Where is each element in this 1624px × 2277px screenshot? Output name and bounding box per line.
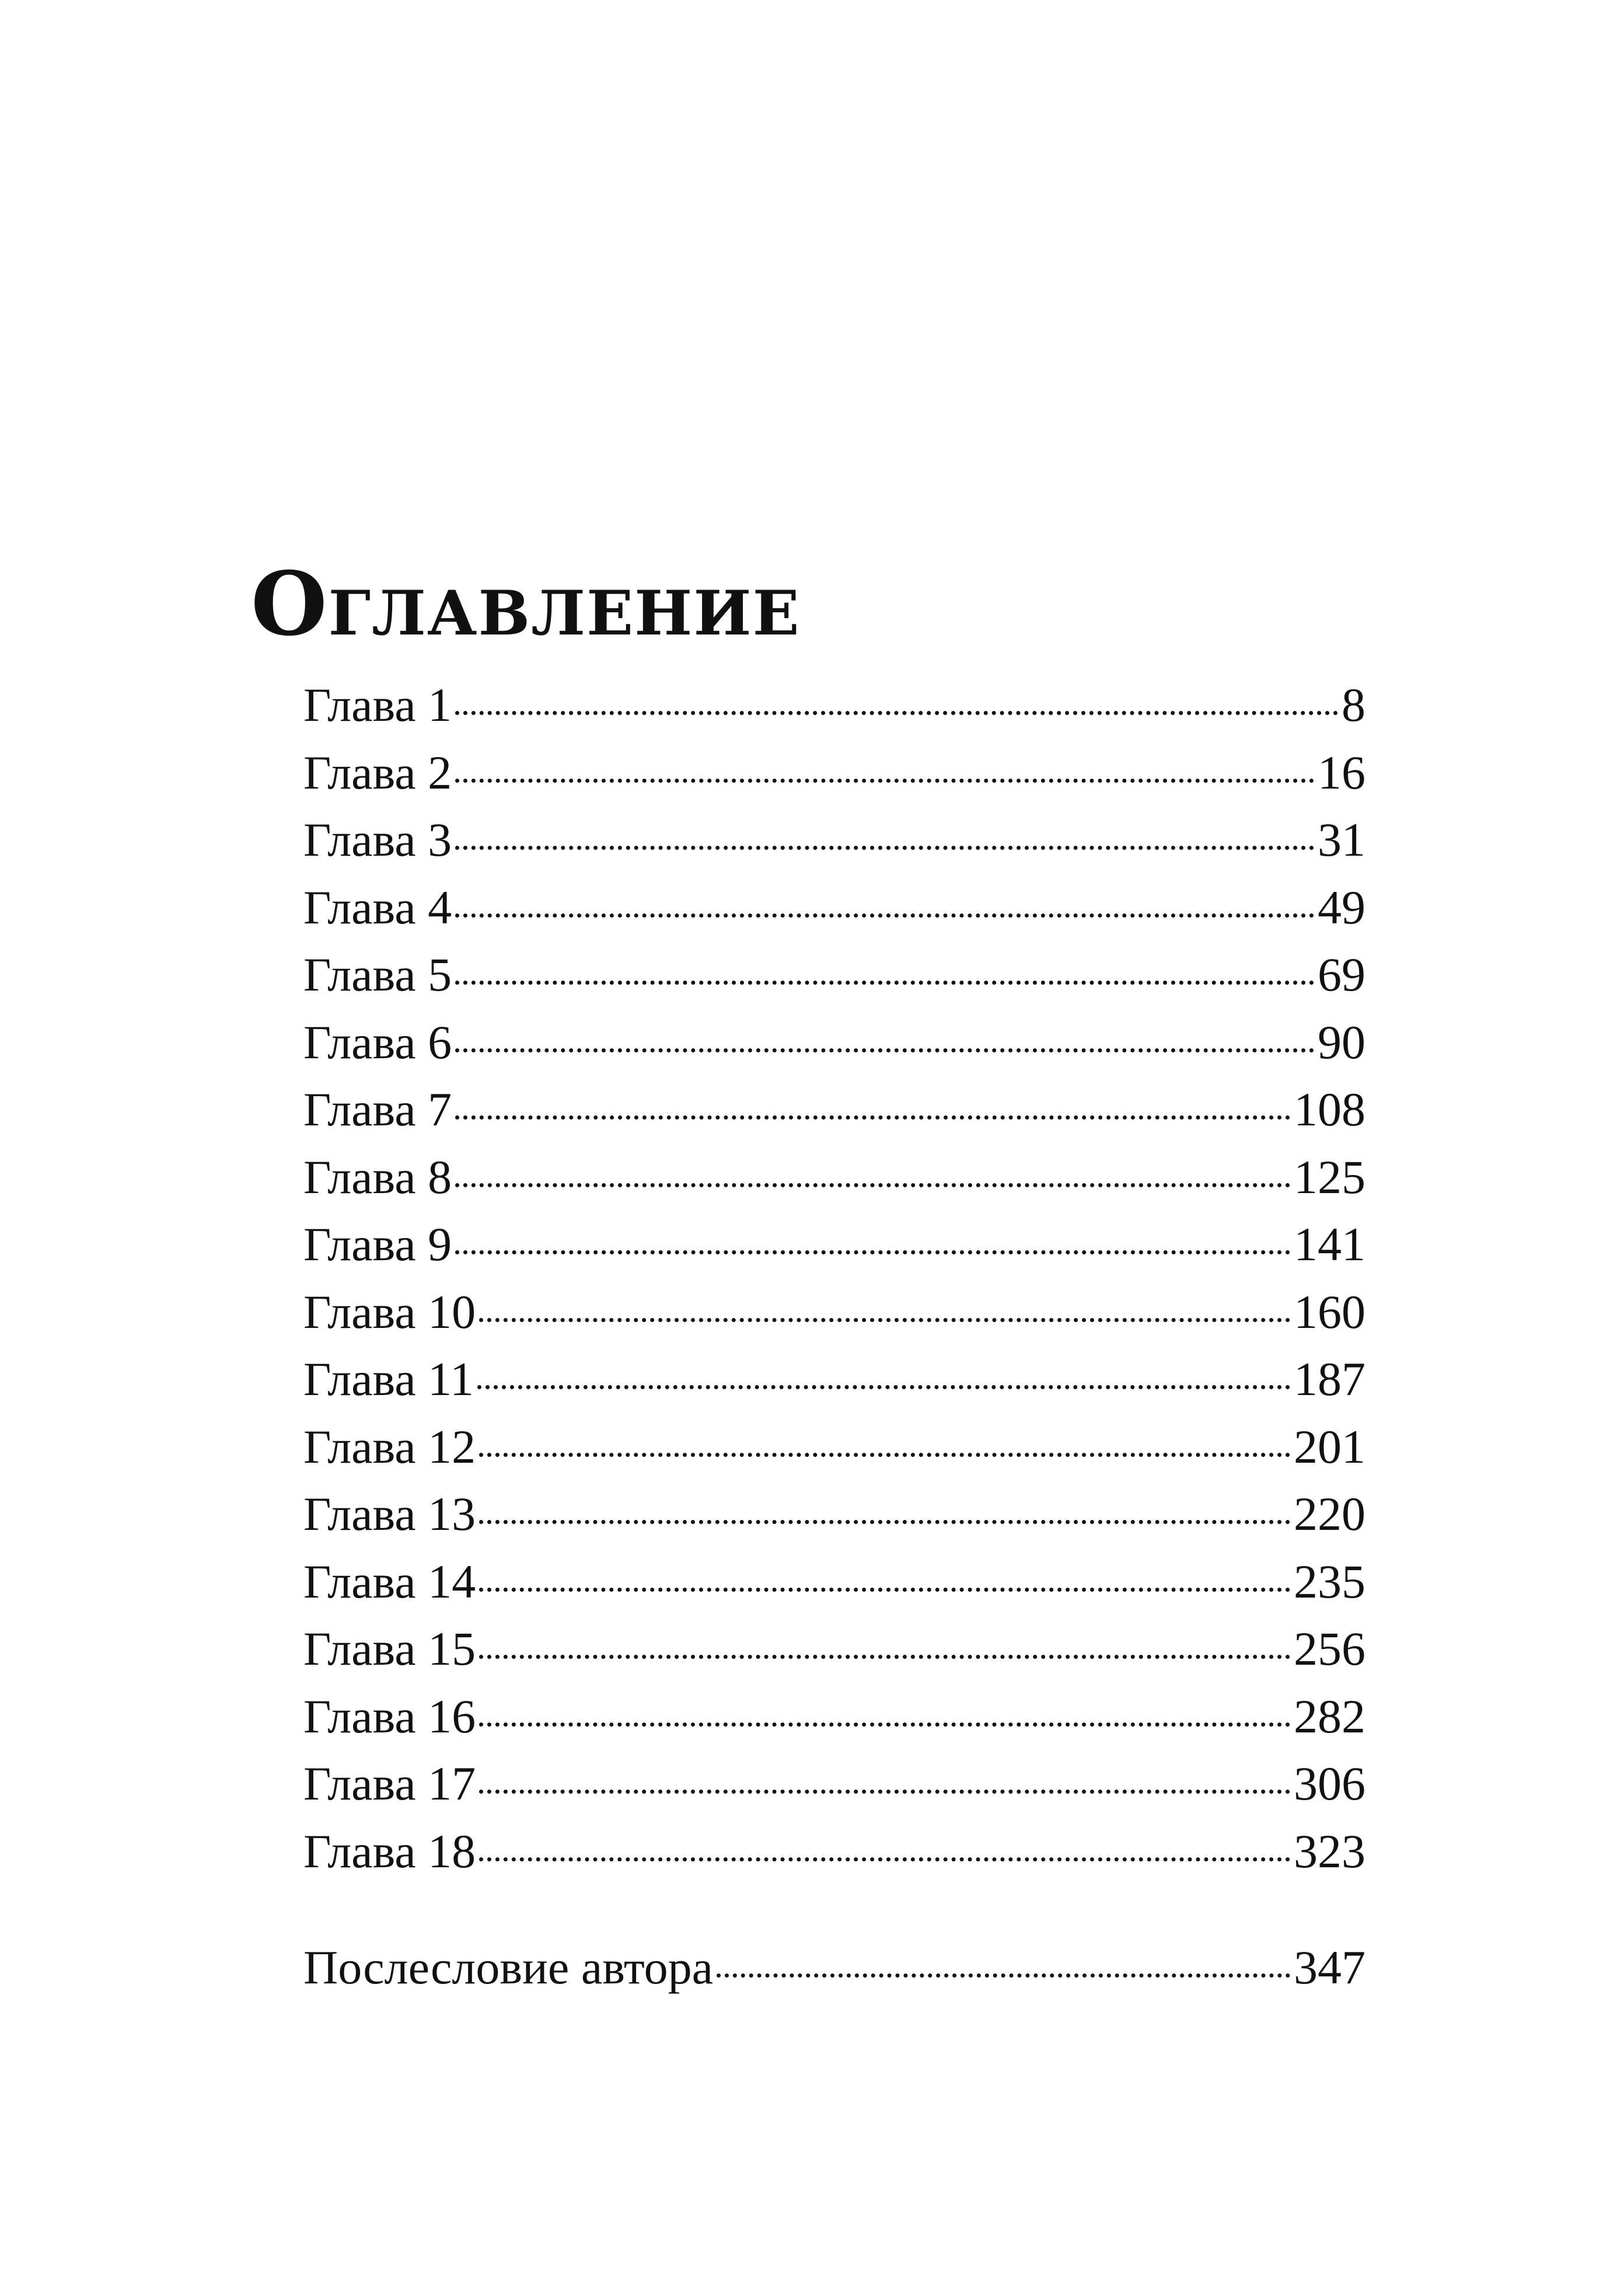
dot-leader — [455, 1115, 1290, 1120]
toc-entry[interactable] — [303, 1211, 1365, 1278]
chapter-title: Глава 11 — [303, 1352, 474, 1406]
toc-entry[interactable] — [303, 1480, 1365, 1548]
chapter-title: Глава 8 — [303, 1150, 452, 1204]
dot-leader — [455, 711, 1338, 715]
chapter-title: Глава 13 — [303, 1487, 476, 1540]
toc-entry[interactable] — [303, 1076, 1365, 1143]
toc-entry[interactable] — [303, 806, 1365, 874]
dot-leader — [479, 1655, 1290, 1659]
chapter-title: Глава 9 — [303, 1218, 452, 1271]
page-number: 347 — [1294, 1941, 1365, 1994]
toc-list — [303, 671, 1365, 2001]
chapter-title: Глава 18 — [303, 1824, 476, 1878]
toc-entry[interactable] — [303, 1615, 1365, 1683]
page-number: 125 — [1294, 1150, 1365, 1204]
chapter-title: Глава 2 — [303, 745, 452, 799]
page-number: 187 — [1294, 1352, 1365, 1406]
chapter-title: Глава 5 — [303, 948, 452, 1001]
page-number: 282 — [1294, 1689, 1365, 1743]
page-number: 31 — [1318, 813, 1365, 866]
toc-entry[interactable] — [303, 1548, 1365, 1616]
dot-leader — [477, 1385, 1290, 1389]
chapter-title: Глава 15 — [303, 1622, 476, 1675]
chapter-title: Глава 12 — [303, 1420, 476, 1473]
page-number: 108 — [1294, 1083, 1365, 1136]
dot-leader — [479, 1790, 1290, 1794]
dot-leader — [479, 1722, 1290, 1727]
toc-entry[interactable] — [303, 671, 1365, 739]
dot-leader — [479, 1857, 1290, 1861]
toc-heading: Оглавление — [251, 553, 801, 655]
page-number: 220 — [1294, 1487, 1365, 1540]
toc-entry[interactable] — [303, 874, 1365, 942]
dot-leader — [455, 779, 1314, 783]
page-number: 16 — [1318, 745, 1365, 799]
afterword-title: Послесловие автора — [303, 1941, 714, 1994]
chapter-title: Глава 10 — [303, 1285, 476, 1338]
chapter-title: Глава 6 — [303, 1015, 452, 1069]
chapter-title: Глава 7 — [303, 1083, 452, 1136]
page-number: 201 — [1294, 1420, 1365, 1473]
page-number: 323 — [1294, 1824, 1365, 1878]
dot-leader — [479, 1588, 1290, 1592]
dot-leader — [479, 1318, 1290, 1322]
dot-leader — [455, 1250, 1290, 1254]
chapter-title: Глава 1 — [303, 678, 452, 731]
dot-leader — [479, 1453, 1290, 1457]
dot-leader — [455, 846, 1314, 850]
chapter-title: Глава 17 — [303, 1757, 476, 1810]
toc-entry[interactable] — [303, 1009, 1365, 1076]
page-number: 69 — [1318, 948, 1365, 1001]
page-number: 160 — [1294, 1285, 1365, 1338]
page-number: 90 — [1318, 1015, 1365, 1069]
page-number: 141 — [1294, 1218, 1365, 1271]
dot-leader — [455, 981, 1314, 985]
page-number: 8 — [1342, 678, 1365, 731]
dot-leader — [455, 1048, 1314, 1052]
chapter-title: Глава 4 — [303, 880, 452, 934]
chapter-title: Глава 16 — [303, 1689, 476, 1743]
toc-entry[interactable] — [303, 1818, 1365, 1885]
page-number: 306 — [1294, 1757, 1365, 1810]
toc-entry-afterword[interactable] — [303, 1934, 1365, 2001]
page-number: 235 — [1294, 1554, 1365, 1608]
toc-entry[interactable] — [303, 1345, 1365, 1413]
page-number: 49 — [1318, 880, 1365, 934]
toc-entry[interactable] — [303, 1413, 1365, 1481]
dot-leader — [479, 1520, 1290, 1524]
chapter-title: Глава 14 — [303, 1554, 476, 1608]
toc-entry[interactable] — [303, 1750, 1365, 1818]
dot-leader — [455, 1183, 1290, 1187]
dot-leader — [455, 913, 1314, 918]
dot-leader — [717, 1973, 1290, 1978]
toc-entry[interactable] — [303, 739, 1365, 807]
toc-entry[interactable] — [303, 941, 1365, 1009]
toc-entry[interactable] — [303, 1143, 1365, 1211]
toc-entry[interactable] — [303, 1278, 1365, 1346]
page-number: 256 — [1294, 1622, 1365, 1675]
toc-entry[interactable] — [303, 1683, 1365, 1751]
chapter-title: Глава 3 — [303, 813, 452, 866]
